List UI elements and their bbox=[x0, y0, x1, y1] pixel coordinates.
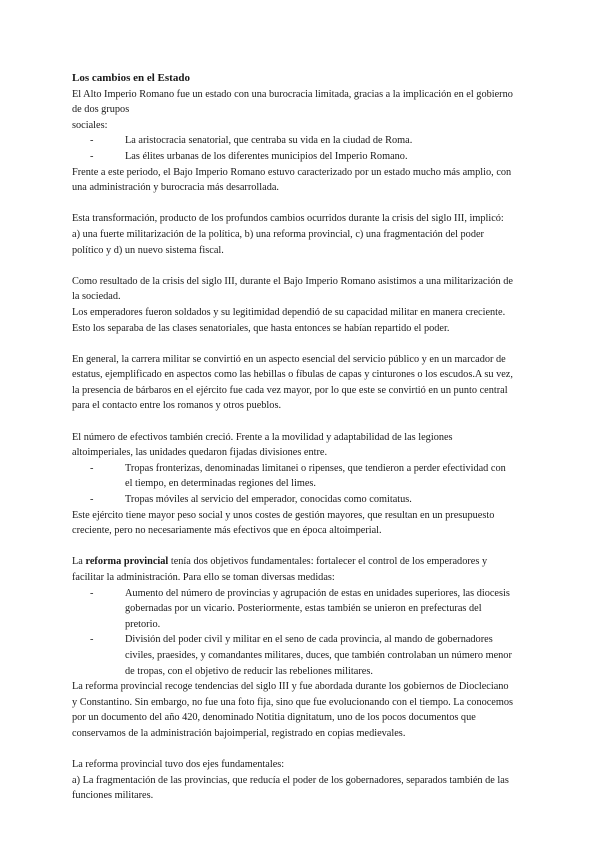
list-dash: - bbox=[90, 150, 94, 162]
list-item-text: Las élites urbanas de los diferentes municipios del Imperio Romano. bbox=[125, 150, 408, 162]
paragraph-sociales: sociales: bbox=[72, 119, 108, 131]
page-title: Los cambios en el Estado bbox=[72, 72, 190, 84]
paragraph-transformacion: Esta transformación, producto de los profundos cambios ocurridos durante la crisis del siglo III, implicó: a) una fuerte militarización de la política, b) una reforma provincial, c) una fragmentación del poder político y d) un nuevo sistema fiscal. bbox=[72, 213, 504, 256]
paragraph-bajo-imperio: Frente a este periodo, el Bajo Imperio Romano estuvo caracterizado por un estado mucho más amplio, con una administración y burocracia más desarrollada. bbox=[72, 166, 512, 194]
paragraph-text: La bbox=[72, 556, 86, 568]
list-item bbox=[90, 133, 514, 149]
paragraph-emperadores: Los emperadores fueron soldados y su legitimidad dependió de su capacidad militar en manera creciente. Esto los separaba de las clases senatoriales, que hasta entonces se habían repartido el poder. bbox=[72, 306, 506, 334]
paragraph-gap bbox=[72, 742, 514, 758]
paragraph-carrera-militar: En general, la carrera militar se convirtió en un aspecto esencial del servicio público y en un marcador de estatus, ejemplificado en aspectos como las hebillas o fíbulas de capas y cinturones o los escudos.A su vez, la presencia de bárbaros en el ejército fue cada vez mayor, por lo que este se convirtió en un punto central para el contacto entre los romanos y otros pueblos. bbox=[72, 353, 513, 412]
paragraph-reforma-provincial bbox=[72, 554, 514, 585]
list-dash: - bbox=[90, 494, 94, 506]
list-item bbox=[90, 149, 514, 165]
list-dash: - bbox=[90, 135, 94, 147]
paragraph-notitia: La reforma provincial recoge tendencias del siglo III y fue abordada durante los gobiernos de Diocleciano y Constantino. Sin embargo, no fue una foto fija, sino que fue evolucionando con el tiempo. La conocemos por un documento del año 420, denominado Notitia dignitatum, uno de los pocos documentos que conservamos de la administración bajoimperial, registrado en copias medievales. bbox=[72, 681, 514, 739]
troops-list bbox=[72, 461, 514, 508]
list-dash: - bbox=[90, 587, 94, 599]
paragraph-gap bbox=[72, 414, 514, 430]
list-dash: - bbox=[90, 462, 94, 474]
paragraph-militarizacion: Como resultado de la crisis del siglo III, durante el Bajo Imperio Romano asistimos a una militarización de la sociedad. bbox=[72, 275, 513, 303]
paragraph-ejes: La reforma provincial tuvo dos ejes fundamentales: bbox=[72, 759, 285, 771]
bold-term: reforma provincial bbox=[85, 556, 169, 568]
measures-list bbox=[72, 586, 514, 680]
paragraph-fragmentacion: a) La fragmentación de las provincias, que reducía el poder de los gobernadores, separados también de las funciones militares. bbox=[72, 774, 509, 802]
paragraph-ejercito: Este ejército tiene mayor peso social y unos costes de gestión mayores, que resultan en un presupuesto creciente, pero no necesariamente más efectivos que en época altoimperial. bbox=[72, 509, 495, 537]
paragraph-efectivos: El número de efectivos también creció. Frente a la movilidad y adaptabilidad de las legiones altoimperiales, las unidades quedaron fijadas divisiones entre. bbox=[72, 431, 453, 459]
paragraph-alto-imperio bbox=[72, 87, 514, 118]
list-dash: - bbox=[90, 634, 94, 646]
list-item-text: Tropas fronterizas, denominadas limitanei o ripenses, que tendieron a perder efectividad con el tiempo, en determinadas regiones del limes. bbox=[125, 462, 506, 490]
list-item-text: División del poder civil y militar en el seno de cada provincia, al mando de gobernadores civiles, praesides, y comandantes militares, duces, que también controlaban un número menor de tropas, con el objetivo de reducir las rebeliones militares. bbox=[125, 634, 512, 677]
paragraph-text: tenía dos objetivos fundamentales: fortalecer el control de los emperadores y facilitar la administración. Para ello se toman diversas medidas: bbox=[72, 556, 488, 583]
social-groups-list bbox=[72, 133, 514, 164]
paragraph-gap bbox=[72, 336, 514, 352]
list-item bbox=[90, 492, 514, 508]
paragraph-gap bbox=[72, 258, 514, 274]
list-item-text: Tropas móviles al servicio del emperador, conocidas como comitatus. bbox=[125, 494, 412, 506]
paragraph-gap bbox=[72, 196, 514, 212]
paragraph-text: El Alto Imperio Romano fue un estado con una burocracia limitada, gracias a la implicación en el gobierno de dos grupos bbox=[72, 88, 513, 116]
list-item bbox=[90, 461, 514, 492]
list-item bbox=[90, 586, 514, 633]
paragraph-gap bbox=[72, 539, 514, 555]
list-item bbox=[90, 632, 514, 679]
list-item-text: Aumento del número de provincias y agrupación de estas en unidades superiores, las diocesis gobernadas por un vicario. Posteriormente, estas también se unieron en prefecturas del pretorio. bbox=[125, 587, 510, 630]
list-item-text: La aristocracia senatorial, que centraba su vida en la ciudad de Roma. bbox=[125, 135, 413, 147]
